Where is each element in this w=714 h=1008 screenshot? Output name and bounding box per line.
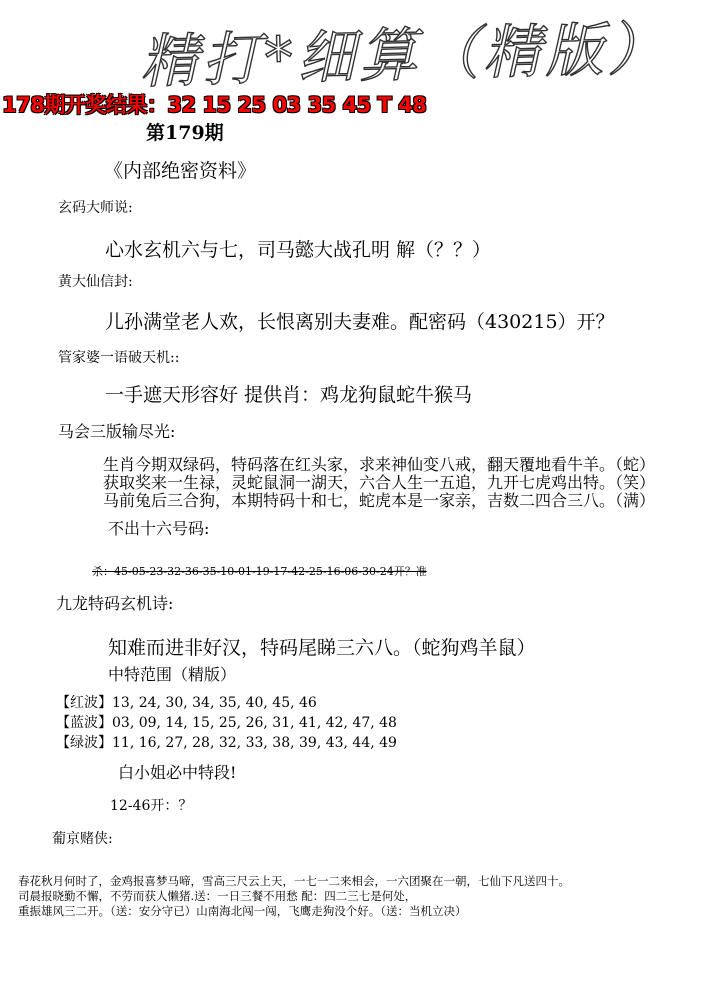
pujing-line: 春花秋月何时了，金鸡报喜梦马啼，雪高三尺云上天，一七一二来相会，一六团聚在一朝，七仙下凡送四十。 [18,874,570,888]
xuanma-text: 心水玄机六与七，司马懿大战孔明 解（？？） [105,239,492,261]
wave-numbers: 11, 16, 27, 28, 32, 33, 38, 39, 43, 44, 49 [112,735,397,751]
issue-number: 第179期 [146,122,224,144]
blue-wave-row [56,712,397,732]
xuanma-label: 玄码大师说: [58,200,133,216]
wave-label: 【绿波】 [56,735,112,751]
wave-label: 【蓝波】 [56,715,112,731]
banner-title: 精打*细算（精版） [139,14,670,96]
range-line: 12-46开：？ [110,798,193,814]
no16-label: 不出十六号码: [108,519,210,538]
guanjia-text: 一手遮天形容好 提供肖：鸡龙狗鼠蛇牛猴马 [105,384,473,406]
document-title: 《内部绝密资料》 [104,160,257,182]
wave-label: 【红波】 [56,695,112,711]
jiulong-label: 九龙特码玄机诗: [56,594,174,613]
mahui-label: 马会三版输尽光: [58,422,176,441]
huang-text: 儿孙满堂老人欢，长恨离别夫妻难。配密码（430215）开？ [105,311,615,333]
mahui-line: 马前兔后三合狗，本期特码十和七，蛇虎本是一家亲，吉数二四合三八。（满） [103,491,656,510]
wave-numbers: 03, 09, 14, 15, 25, 26, 31, 41, 42, 47, 48 [112,715,397,731]
range-label: 中特范围（精版） [108,665,237,684]
pujing-line: 重振雄风三二开。（送：安分守已）山南海北闯一闯，飞鹰走狗没个好。（送：当机立决） [18,904,467,918]
red-wave-row [56,692,317,712]
kill-numbers-line: 杀：45-05-23-32-36-35-10-01-19-17-42-25-16-06-30-24开？准 [92,565,427,578]
jiulong-text: 知难而进非好汉，特码尾睇三六八。（蛇狗鸡羊鼠） [108,637,536,659]
baixiaojie-text: 白小姐必中特段! [118,763,237,782]
pujing-label: 葡京赌侠: [52,831,113,847]
mahui-line: 生肖今期双绿码，特码落在红头家，求来神仙变八戒，翻天覆地看牛羊。（蛇） [103,455,656,474]
wave-numbers: 13, 24, 30, 34, 35, 40, 45, 46 [112,695,317,711]
mahui-line: 获取奖来一生禄，灵蛇鼠洞一湖天，六合人生一五追，九开七虎鸡出特。（笑） [103,473,656,492]
green-wave-row [56,732,397,752]
huang-label: 黄大仙信封: [58,274,133,290]
draw-result-line: 178期开奖结果：32 15 25 03 35 45 T 48 [2,93,427,117]
pujing-line: 司晨报晓勤不懈，不劳而获人懒猪.送：一日三餐不用愁 配：四二三七是何处， [18,889,417,903]
guanjia-label: 管家婆一语破天机:: [58,350,180,366]
